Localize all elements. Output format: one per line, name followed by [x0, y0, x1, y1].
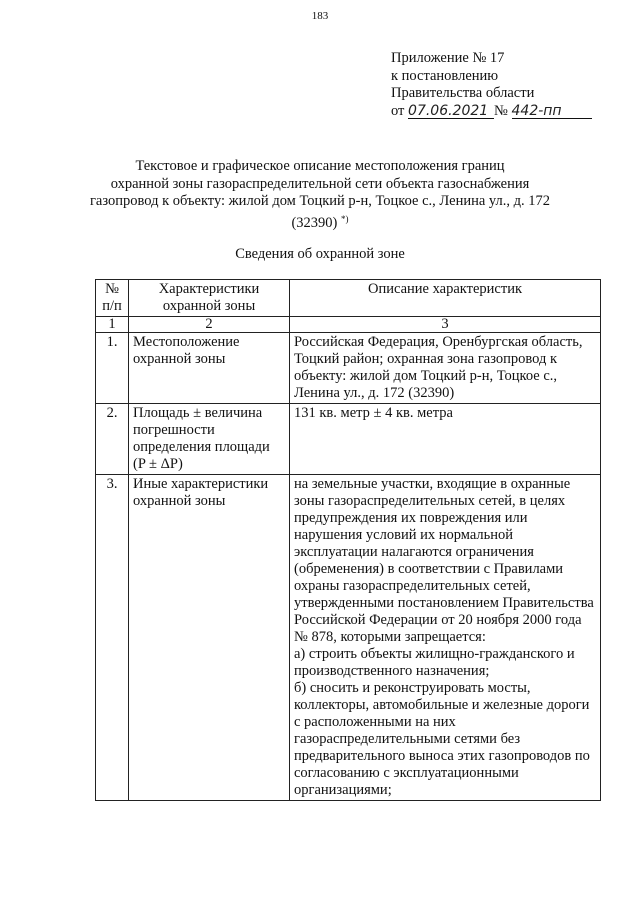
header-characteristics: Характеристики охранной зоны — [129, 280, 290, 317]
column-number-3: 3 — [290, 317, 601, 333]
footnote-mark: *) — [341, 213, 349, 224]
header-num-line-2: п/п — [102, 298, 122, 314]
row-name: Площадь ± величина погрешности определения площади (P ± ΔP) — [129, 404, 290, 475]
handwritten-date: 07.06.2021 — [408, 104, 494, 119]
section-subtitle: Сведения об охранной зоне — [235, 246, 405, 262]
title-line-4 — [80, 211, 560, 233]
row-num: 1. — [96, 333, 129, 404]
table-header-row — [96, 280, 601, 317]
title-line-2: охранной зоны газораспределительной сети объекта газоснабжения — [110, 175, 530, 192]
table-row — [96, 475, 601, 801]
column-number-2: 2 — [129, 317, 290, 333]
row-num: 3. — [96, 475, 129, 801]
row-description: Российская Федерация, Оренбургская область, Тоцкий район; охранная зона газопровод к объекту: жилой дом Тоцкий р-н, Тоцкое с., Ленина ул., д. 172 (32390) — [290, 333, 601, 404]
row-name: Местоположение охранной зоны — [129, 333, 290, 404]
description-paragraph-3: б) сносить и реконструировать мосты, коллекторы, автомобильные и железные дороги с расположенными на них газораспределительными сетями без предварительного выноса этих газопроводов по согласованию с эксплуатационными организациями; — [294, 680, 590, 798]
row-num: 2. — [96, 404, 129, 475]
table-row — [96, 404, 601, 475]
header-num-line-1: № — [105, 281, 119, 297]
zone-info-table — [95, 279, 601, 801]
description-paragraph-2: а) строить объекты жилищно-гражданского и производственного назначения; — [294, 646, 575, 679]
document-title — [80, 158, 560, 232]
appendix-number-label: № — [494, 102, 508, 119]
title-line-1: Текстовое и графическое описание местоположения границ — [135, 158, 505, 174]
appendix-block — [391, 50, 592, 120]
handwritten-number: 442-пп — [512, 104, 592, 119]
column-number-1: 1 — [96, 317, 129, 333]
row-description — [290, 475, 601, 801]
appendix-line-1: Приложение № 17 — [391, 50, 505, 66]
description-paragraph-1: на земельные участки, входящие в охранные зоны газораспределительных сетей, в целях предупреждения их повреждения или нарушения условий их нормальной эксплуатации налагаются ограничения (обременения) в соответствии с Правилами охраны газораспределительных сетей, утвержденными постановлением Правительства Российской Федерации от 20 ноября 2000 года № 878, которыми запрещается: — [294, 476, 594, 645]
column-number-row — [96, 317, 601, 333]
appendix-from-label: от — [391, 102, 405, 119]
appendix-line-4 — [391, 103, 592, 121]
header-num — [96, 280, 129, 317]
row-description: 131 кв. метр ± 4 кв. метра — [290, 404, 601, 475]
table-row — [96, 333, 601, 404]
title-line-3: газопровод к объекту: жилой дом Тоцкий р-н, Тоцкое с., Ленина ул., д. 172 — [89, 193, 551, 209]
appendix-line-2: к постановлению — [391, 67, 499, 84]
appendix-line-3: Правительства области — [391, 85, 535, 101]
title-code: (32390) — [291, 214, 338, 231]
page-number: 183 — [311, 10, 329, 22]
row-name: Иные характеристики охранной зоны — [129, 475, 290, 801]
header-description: Описание характеристик — [290, 280, 601, 317]
